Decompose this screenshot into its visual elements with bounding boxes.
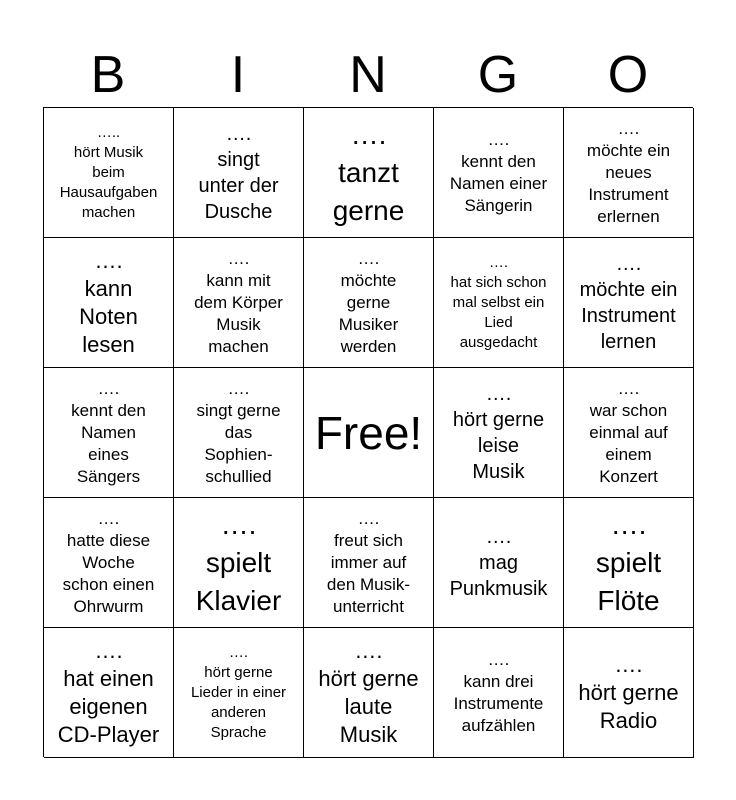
- header-letter-g: G: [477, 46, 519, 104]
- bingo-cell-r3c5[interactable]: [564, 368, 694, 498]
- cell-text: …. freut sich immer auf den Musik- unterricht: [326, 508, 411, 616]
- cell-text: …. kann mit dem Körper Musik machen: [194, 248, 283, 356]
- cell-text: …. singt unter der Dusche: [198, 122, 279, 223]
- bingo-cell-r2c2[interactable]: [174, 238, 304, 368]
- header-letter-i: I: [230, 46, 246, 104]
- free-space-label: Free!: [314, 406, 423, 459]
- bingo-cell-r1c4[interactable]: [434, 108, 564, 238]
- free-space-cell[interactable]: [304, 368, 434, 498]
- bingo-cell-r2c3[interactable]: [304, 238, 434, 368]
- cell-text: …. hört gerne leise Musik: [452, 382, 545, 483]
- bingo-cell-r4c5[interactable]: [564, 498, 694, 628]
- cell-text: …. möchte gerne Musiker werden: [338, 248, 399, 356]
- bingo-cell-r3c4[interactable]: [434, 368, 564, 498]
- cell-text: …. spielt Flöte: [595, 508, 662, 616]
- cell-text: …. kennt den Namen eines Sängers: [71, 378, 146, 486]
- cell-text: …. hört gerne Radio: [578, 651, 679, 733]
- bingo-cell-r1c3[interactable]: [304, 108, 434, 238]
- cell-text: ….. hört Musik beim Hausaufgaben machen: [59, 123, 158, 221]
- bingo-cell-r2c1[interactable]: [44, 238, 174, 368]
- bingo-board: [43, 107, 693, 757]
- bingo-cell-r5c4[interactable]: [434, 628, 564, 758]
- bingo-cell-r4c2[interactable]: [174, 498, 304, 628]
- cell-text: …. war schon einmal auf einem Konzert: [589, 378, 668, 486]
- cell-text: …. hört gerne Lieder in einer anderen Sprache: [190, 643, 287, 741]
- bingo-cell-r1c1[interactable]: [44, 108, 174, 238]
- cell-text: …. hatte diese Woche schon einen Ohrwurm: [62, 508, 155, 616]
- cell-text: …. kann drei Instrumente aufzählen: [453, 649, 544, 735]
- bingo-cell-r2c4[interactable]: [434, 238, 564, 368]
- bingo-cell-r3c2[interactable]: [174, 368, 304, 498]
- cell-text: …. spielt Klavier: [195, 508, 282, 616]
- bingo-cell-r5c1[interactable]: [44, 628, 174, 758]
- cell-text: …. mag Punkmusik: [449, 525, 548, 600]
- header-letter-o: O: [607, 46, 649, 104]
- cell-text: …. kann Noten lesen: [79, 247, 138, 357]
- cell-text: …. hört gerne laute Musik: [318, 637, 419, 747]
- cell-text: …. kennt den Namen einer Sängerin: [449, 129, 548, 215]
- bingo-cell-r5c5[interactable]: [564, 628, 694, 758]
- bingo-cell-r4c1[interactable]: [44, 498, 174, 628]
- bingo-cell-r5c2[interactable]: [174, 628, 304, 758]
- header-letter-b: B: [90, 46, 126, 104]
- cell-text: …. singt gerne das Sophien- schullied: [196, 378, 281, 486]
- cell-text: …. tanzt gerne: [332, 118, 405, 226]
- header-letter-n: N: [349, 46, 387, 104]
- cell-text: …. hat sich schon mal selbst ein Lied ausgedacht: [450, 253, 547, 351]
- bingo-cell-r4c3[interactable]: [304, 498, 434, 628]
- bingo-cell-r2c5[interactable]: [564, 238, 694, 368]
- cell-text: …. möchte ein Instrument lernen: [579, 252, 678, 353]
- cell-text: …. möchte ein neues Instrument erlernen: [586, 118, 671, 226]
- bingo-header: [43, 44, 693, 106]
- bingo-cell-r5c3[interactable]: [304, 628, 434, 758]
- bingo-cell-r1c2[interactable]: [174, 108, 304, 238]
- cell-text: …. hat einen eigenen CD-Player: [57, 637, 160, 747]
- bingo-cell-r3c1[interactable]: [44, 368, 174, 498]
- bingo-cell-r4c4[interactable]: [434, 498, 564, 628]
- bingo-cell-r1c5[interactable]: [564, 108, 694, 238]
